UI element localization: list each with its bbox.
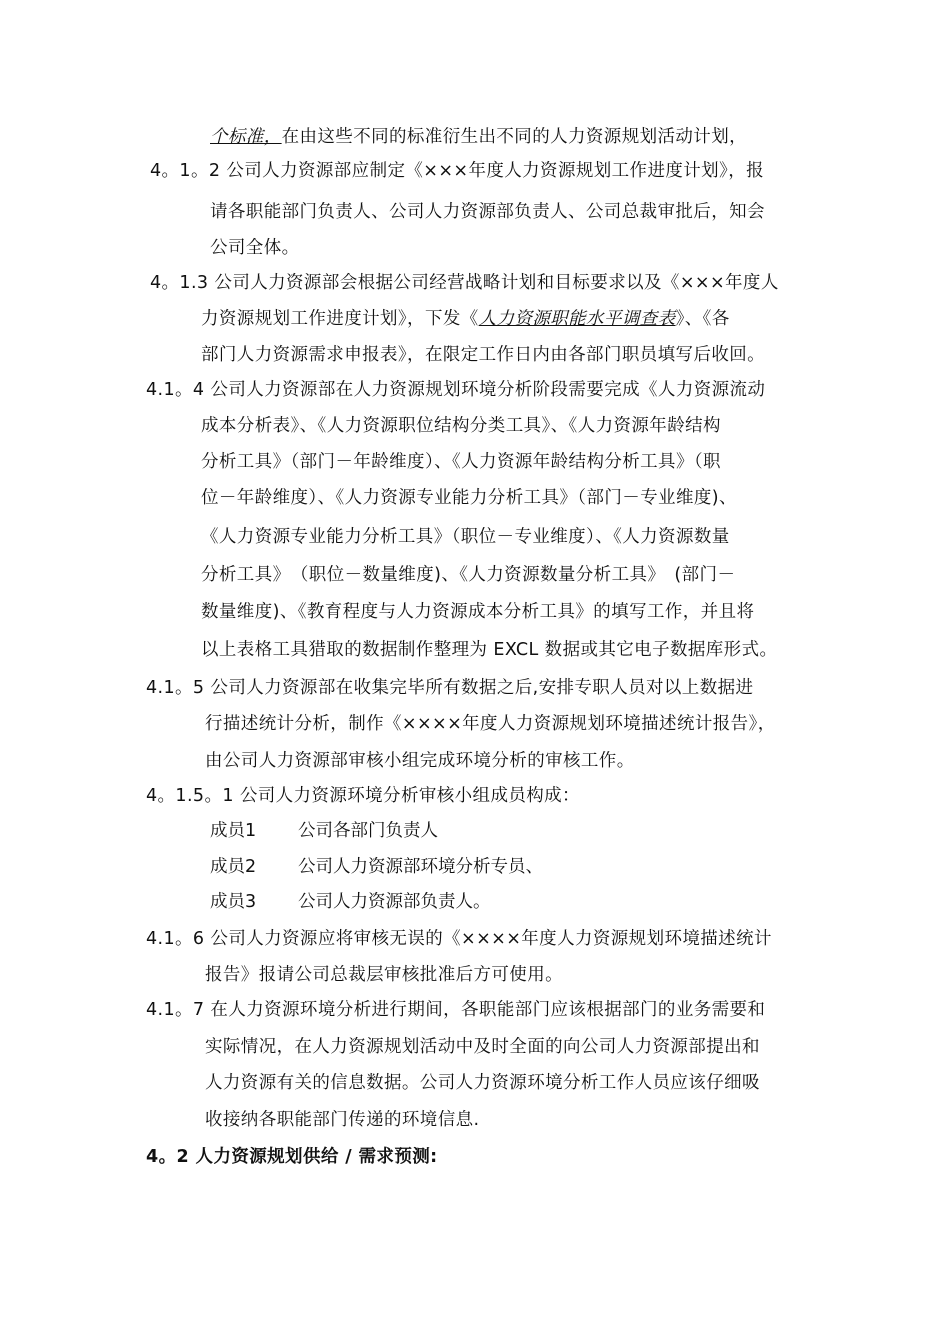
paragraph-4-1-7-line-4: 收接纳各职能部门传递的环境信息. (205, 1110, 480, 1130)
paragraph-4-1-4-line-1: 4.1。4 公司人力资源部在人力资源规划环境分析阶段需要完成《人力资源流动 (146, 380, 766, 400)
paragraph-4-1-4-line-7: 数量维度)、《教育程度与人力资源成本分析工具》的填写工作，并且将 (201, 602, 755, 622)
paragraph-4-1-2-line-3: 公司全体。 (210, 238, 300, 258)
paragraph-4-1-3-line-1: 4。1.3 公司人力资源部会根据公司经营战略计划和目标要求以及《×××年度人 (150, 273, 779, 293)
paragraph-4-1-6-line-1: 4.1。6 公司人力资源应将审核无误的《××××年度人力资源规划环境描述统计 (146, 929, 772, 949)
member-description: 公司人力资源部环境分析专员、 (298, 857, 543, 877)
paragraph-4-1-4-line-8: 以上表格工具猎取的数据制作整理为 EXCL 数据或其它电子数据库形式。 (201, 640, 778, 660)
paragraph-text: 》、《各 (675, 309, 730, 329)
paragraph-text: 力资源规划工作进度计划》，下发《 (201, 309, 479, 329)
paragraph-4-1-2-line-2: 请各职能部门负责人、公司人力资源部负责人、公司总裁审批后，知会 (210, 202, 765, 222)
paragraph-4-1-5-line-1: 4.1。5 公司人力资源部在收集完毕所有数据之后,安排专职人员对以上数据进 (146, 678, 754, 698)
italic-underlined-text: 人力资源职能水平调查表 (478, 309, 676, 329)
member-label: 成员2 (210, 857, 257, 877)
paragraph-4-1-5-line-3: 由公司人力资源部审核小组完成环境分析的审核工作。 (205, 751, 635, 771)
section-heading-4-2: 4。2 人力资源规划供给 / 需求预测: (146, 1147, 438, 1167)
member-label: 成员1 (210, 821, 257, 841)
member-description: 公司人力资源部负责人。 (298, 892, 491, 912)
paragraph-4-1-5-1-line-1: 4。1.5。1 公司人力资源环境分析审核小组成员构成： (146, 786, 580, 806)
paragraph-4-1-7-line-2: 实际情况，在人力资源规划活动中及时全面的向公司人力资源部提出和 (205, 1037, 760, 1057)
paragraph-4-1-7-line-3: 人力资源有关的信息数据。公司人力资源环境分析工作人员应该仔细吸 (205, 1073, 760, 1093)
italic-underlined-text: 个标准， (210, 127, 282, 147)
paragraph-text: 在由这些不同的标准衍生出不同的人力资源规划活动计划， (281, 127, 748, 147)
paragraph-4-1-4-line-5: 《人力资源专业能力分析工具》（职位－专业维度）、《人力资源数量 (201, 527, 730, 547)
paragraph-4-1-4-line-4: 位－年龄维度）、《人力资源专业能力分析工具》（部门－专业维度)、 (201, 488, 737, 508)
paragraph-4-1-7-line-1: 4.1。7 在人力资源环境分析进行期间，各职能部门应该根据部门的业务需要和 (146, 1000, 766, 1020)
paragraph-4-1-2-line-1: 4。1。2 公司人力资源部应制定《×××年度人力资源规划工作进度计划》，报 (150, 161, 765, 181)
paragraph-4-1-3-line-2 (201, 307, 730, 331)
paragraph-line (210, 125, 747, 149)
paragraph-4-1-6-line-2: 报告》报请公司总裁层审核批准后方可使用。 (205, 965, 563, 985)
paragraph-4-1-4-line-3: 分析工具》（部门－年龄维度）、《人力资源年龄结构分析工具》（职 (201, 452, 721, 472)
paragraph-4-1-4-line-6: 分析工具》 （职位－数量维度)、《人力资源数量分析工具》 (部门－ (201, 565, 736, 585)
member-description: 公司各部门负责人 (298, 821, 438, 841)
member-label: 成员3 (210, 892, 257, 912)
paragraph-4-1-5-line-2: 行描述统计分析，制作《××××年度人力资源规划环境描述统计报告》， (205, 714, 776, 734)
paragraph-4-1-4-line-2: 成本分析表》、《人力资源职位结构分类工具》、《人力资源年龄结构 (201, 416, 721, 436)
paragraph-4-1-3-line-3: 部门人力资源需求申报表》，在限定工作日内由各部门职员填写后收回。 (201, 345, 766, 365)
